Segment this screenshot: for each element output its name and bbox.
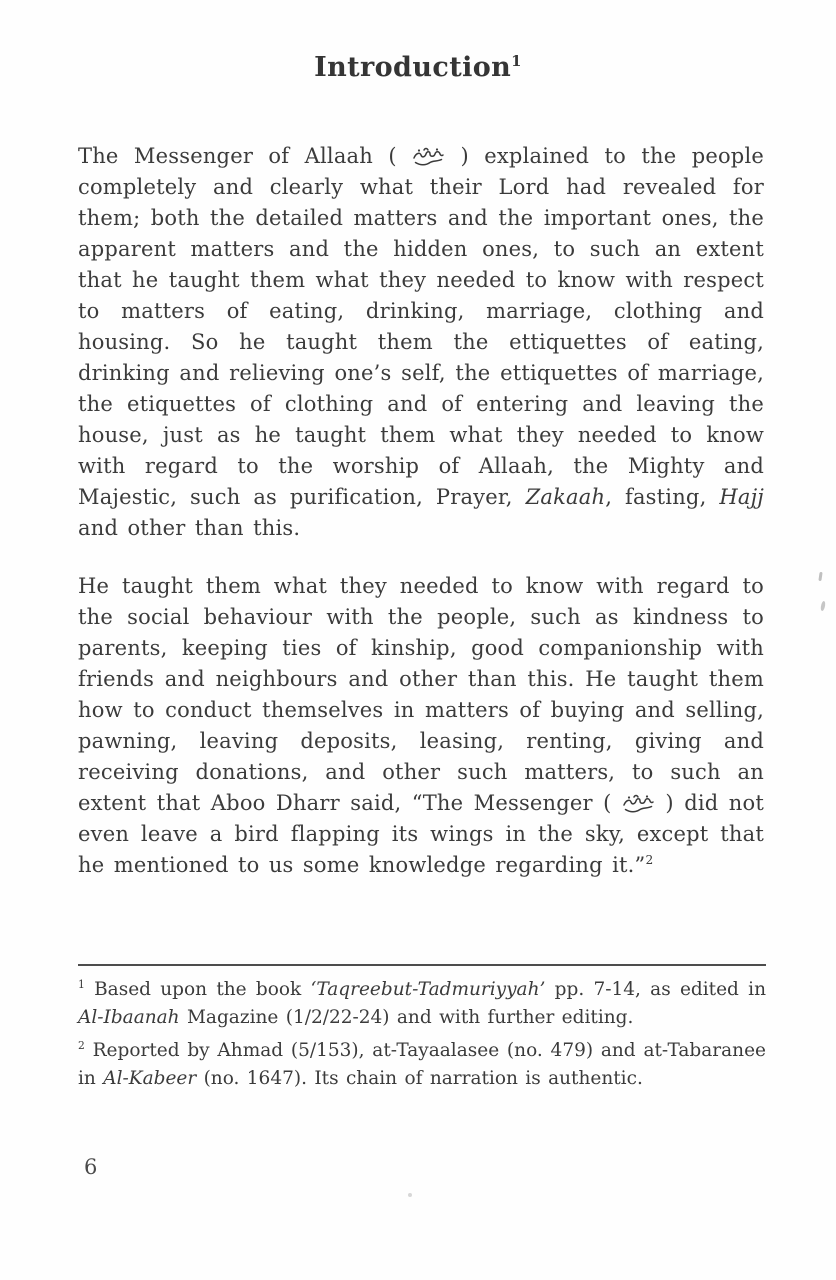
normal-text-segment: He taught them what they needed to know with regard to the social behaviour with the people, such as kindness to parents, keeping ties of kinship, good companionship with friends and neighbours and other than this. He taught them how to conduct themselves in matters of buying and selling, pawning, leaving deposits, leasing, renting, giving and receiving donations, and other such matters, to such an extent that Aboo Dharr said, “The Messenger ( (78, 574, 764, 815)
footnote-2 (78, 1037, 766, 1093)
sallallahu-alayhi-wasallam-icon (622, 788, 655, 819)
footnote-divider (78, 964, 766, 966)
sallallahu-alayhi-wasallam-icon (412, 141, 445, 172)
sup-text-segment: 1 (511, 52, 522, 70)
normal-text-segment: and other than this. (78, 516, 301, 540)
footnote-1 (78, 976, 766, 1032)
page-title (0, 0, 836, 83)
page-number: 6 (84, 1155, 98, 1179)
normal-text-segment: Magazine (1/2/22-24) and with further editing. (179, 1007, 634, 1028)
scan-speck (408, 1193, 412, 1197)
normal-text-segment: ) did not even leave a bird flapping its wings in the sky, except that he mentioned to us some knowledge regarding it.” (78, 791, 764, 877)
normal-text-segment: Based upon the book (84, 979, 311, 1000)
page-body (0, 83, 836, 881)
italic-text-segment: Al-Kabeer (103, 1068, 197, 1089)
body-paragraph-1 (78, 141, 764, 544)
normal-text-segment: , fasting, (605, 485, 720, 509)
normal-text-segment: Reported by Ahmad (5/153), at-Tayaalasee (no. 479) and at-Tabaranee in (78, 1040, 766, 1089)
body-paragraph-2 (78, 571, 764, 881)
sup-text-segment: 2 (645, 853, 654, 867)
footnote-section (78, 964, 766, 1098)
normal-text-segment: The Messenger of Allaah ( (78, 144, 397, 168)
normal-text-segment: (no. 1647). Its chain of narration is authentic. (196, 1068, 643, 1089)
sup-text-segment: 1 (78, 977, 85, 991)
italic-text-segment: Hajj (719, 485, 764, 509)
italic-text-segment: ‘Taqreebut-Tadmuriyyah’ (310, 979, 546, 1000)
normal-text-segment: Introduction (314, 52, 512, 83)
normal-text-segment: pp. 7-14, as edited in (545, 979, 766, 1000)
italic-text-segment: Zakaah (525, 485, 606, 509)
italic-text-segment: Al-Ibaanah (78, 1007, 180, 1028)
sup-text-segment: 2 (78, 1038, 85, 1052)
normal-text-segment: ) explained to the people completely and clearly what their Lord had revealed for them; both the detailed matters and the important ones, the apparent matters and the hidden ones, to such an extent that he taught them what they needed to know with respect to matters of eating, drinking, marriage, clothing and housing. So he taught them the ettiquettes of eating, drinking and relieving one’s self, the ettiquettes of marriage, the etiquettes of clothing and of entering and leaving the house, just as he taught them what they needed to know with regard to the worship of Allaah, the Mighty and Majestic, such as purification, Prayer, (78, 144, 764, 509)
